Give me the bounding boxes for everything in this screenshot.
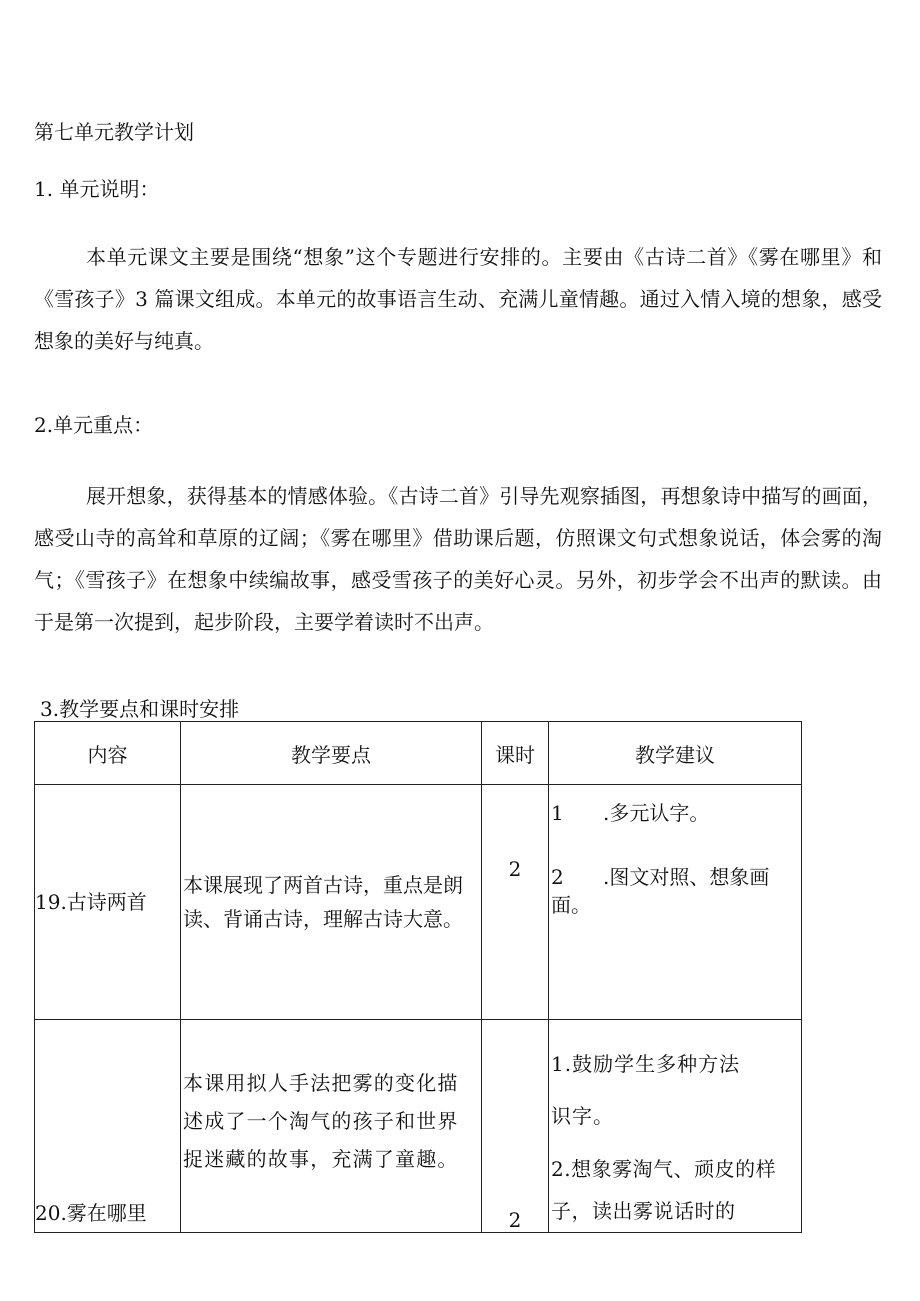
table-row bbox=[35, 1020, 802, 1233]
section-3-heading: 3.教学要点和课时安排 bbox=[40, 697, 240, 721]
document-title: 第七单元教学计划 bbox=[34, 120, 194, 144]
row-points: 本课展现了两首古诗，重点是朗读、背诵古诗，理解古诗大意。 bbox=[183, 873, 463, 931]
row-hours: 2 bbox=[508, 1208, 522, 1232]
suggestion-item bbox=[549, 799, 801, 827]
row-suggestions-cell bbox=[549, 1020, 802, 1233]
row-hours: 2 bbox=[508, 857, 522, 881]
teaching-plan-table bbox=[34, 721, 802, 1233]
row-content: 19.古诗两首 bbox=[35, 890, 147, 914]
row-content: 20.雾在哪里 bbox=[35, 1201, 147, 1225]
row-content-cell bbox=[35, 785, 181, 1020]
row-suggestions-cell bbox=[549, 785, 802, 1020]
table-header-row bbox=[35, 722, 802, 785]
row-points: 本课用拟人手法把雾的变化描述成了一个淘气的孩子和世界捉迷藏的故事，充满了童趣。 bbox=[183, 1071, 459, 1171]
section-2-heading: 2.单元重点： bbox=[34, 413, 154, 437]
suggestion-number: 2 bbox=[551, 865, 564, 889]
table-row bbox=[35, 785, 802, 1020]
suggestion-item: 2.想象雾淘气、顽皮的样子，读出雾说话时的 bbox=[551, 1157, 777, 1223]
suggestion-text: .多元认字。 bbox=[603, 801, 710, 825]
section-1-heading: 1. 单元说明： bbox=[34, 177, 160, 201]
suggestion-text: .图文对照、想象画面。 bbox=[551, 865, 770, 917]
section-2-body: 展开想象，获得基本的情感体验。《古诗二首》引导先观察插图，再想象诗中描写的画面，感受山寺的高耸和草原的辽阔；《雾在哪里》借助课后题，仿照课文句式想象说话，体会雾的淘气；《雪孩子》在想象中续编故事，感受雪孩子的美好心灵。另外，初步学会不出声的默读。由于是第一次提到，起步阶段，主要学着读时不出声。 bbox=[34, 484, 882, 634]
row-points-cell bbox=[181, 785, 482, 1020]
header-points: 教学要点 bbox=[181, 722, 482, 785]
header-suggestions: 教学建议 bbox=[549, 722, 802, 785]
row-content-cell bbox=[35, 1020, 181, 1233]
header-hours: 课时 bbox=[482, 722, 549, 785]
suggestion-number: 1 bbox=[551, 801, 564, 825]
row-points-cell bbox=[181, 1020, 482, 1233]
section-1-body: 本单元课文主要是围绕“想象”这个专题进行安排的。主要由《古诗二首》《雾在哪里》和《雪孩子》3 篇课文组成。本单元的故事语言生动、充满儿童情趣。通过入情入境的想象，感受想象的美好与纯真。 bbox=[34, 245, 882, 353]
suggestion-item: 1.鼓励学生多种方法识字。 bbox=[551, 1052, 741, 1128]
suggestion-item bbox=[549, 863, 801, 919]
row-hours-cell bbox=[482, 785, 549, 1020]
row-hours-cell bbox=[482, 1020, 549, 1233]
header-content: 内容 bbox=[35, 722, 181, 785]
